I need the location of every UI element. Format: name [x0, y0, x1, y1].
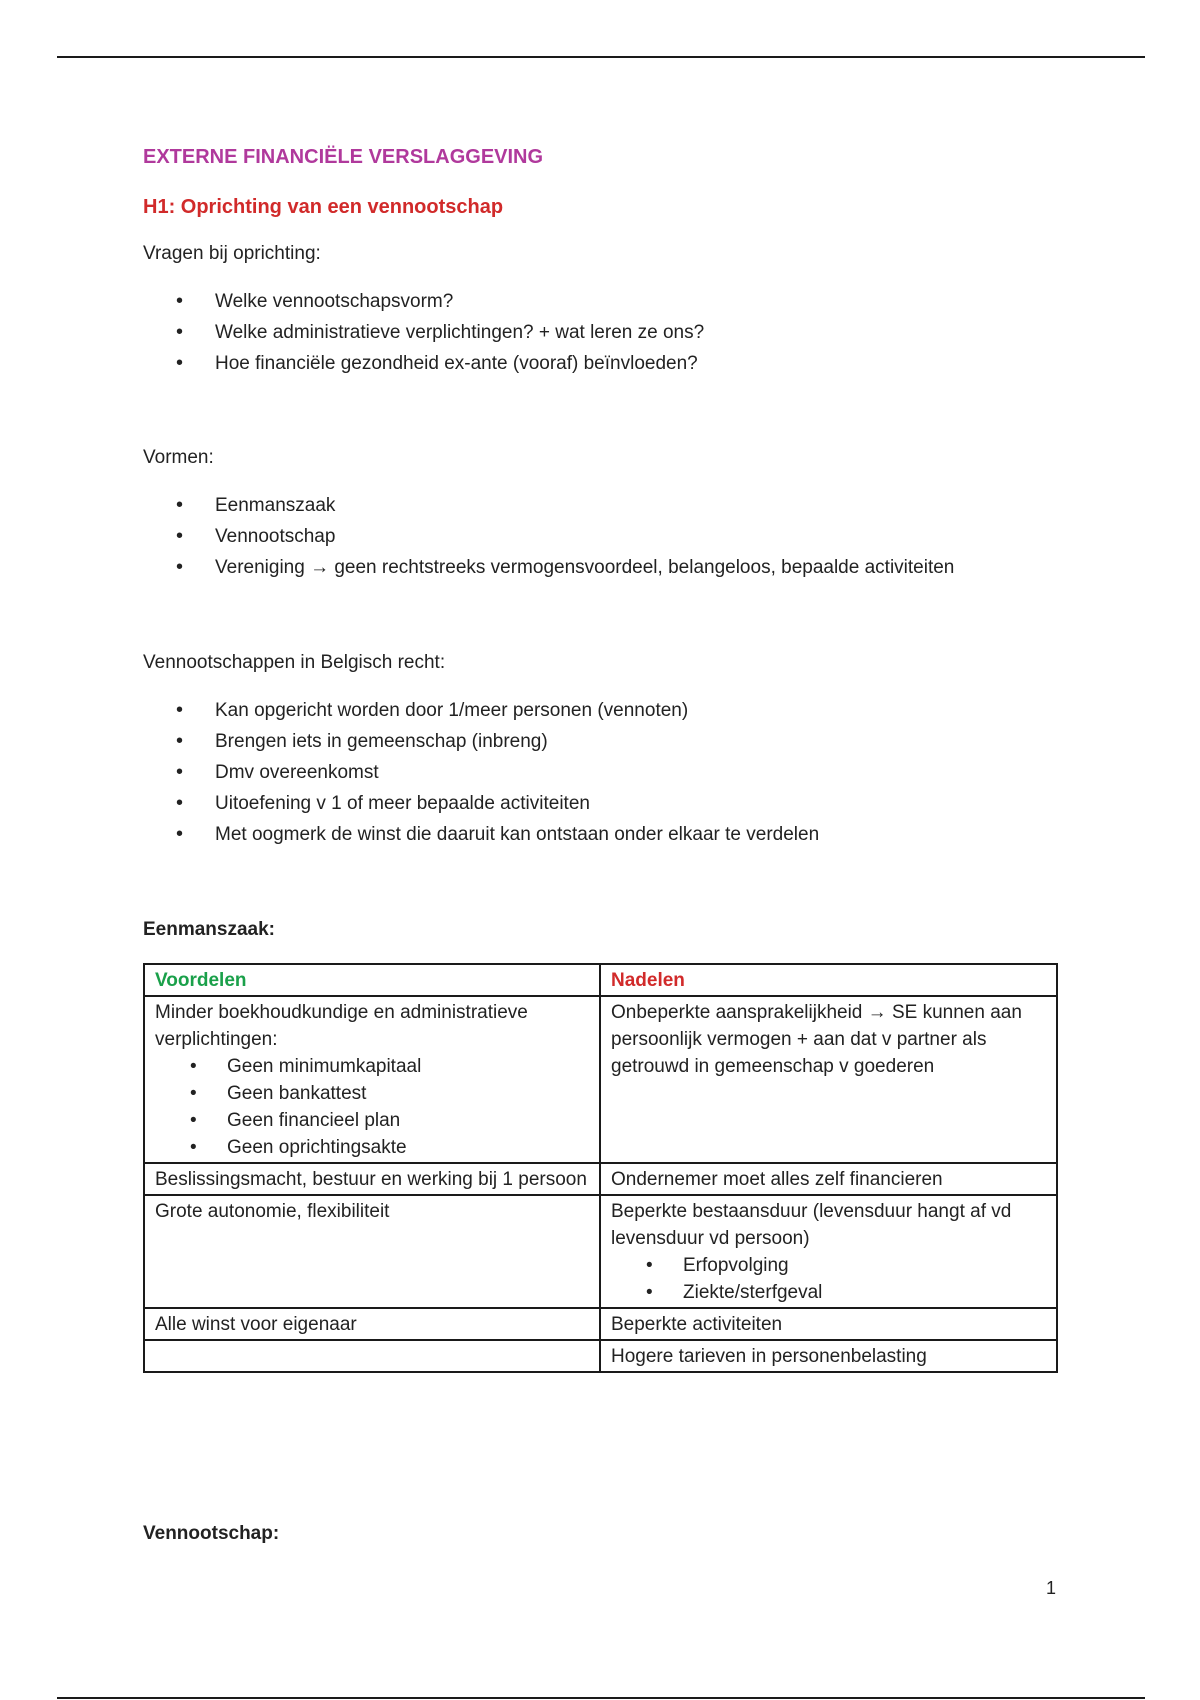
list-item: • Geen oprichtingsakte — [155, 1134, 590, 1161]
arrow-right-icon: → — [867, 1002, 887, 1023]
list-item — [143, 552, 954, 583]
forms-list — [143, 490, 954, 583]
arrow-right-icon: → — [310, 557, 330, 578]
pros-cons-table — [143, 963, 1058, 1373]
list-item: • Dmv overeenkomst — [143, 757, 819, 788]
table-row — [144, 996, 1057, 1163]
table-cell: Beperkte activiteiten — [600, 1308, 1057, 1340]
table-cell: Ondernemer moet alles zelf financieren — [600, 1163, 1057, 1195]
chapter-heading: H1: Oprichting van een vennootschap — [143, 196, 504, 218]
table-cell: Alle winst voor eigenaar — [144, 1308, 600, 1340]
list-item: • Geen minimumkapitaal — [155, 1053, 590, 1080]
list-item: • Brengen iets in gemeenschap (inbreng) — [143, 726, 819, 757]
table-row — [144, 1163, 1057, 1195]
list-item: • Geen bankattest — [155, 1080, 590, 1107]
list-item-text: Vereniging — [215, 557, 311, 578]
table-cell: Hogere tarieven in personenbelasting — [600, 1340, 1057, 1372]
forms-label: Vormen: — [143, 447, 214, 468]
cell-list — [155, 1053, 590, 1161]
table-row — [144, 1340, 1057, 1372]
list-item: • Ziekte/sterfgeval — [611, 1279, 1047, 1306]
list-item: • Hoe financiële gezondheid ex-ante (vooraf) beïnvloeden? — [143, 348, 704, 379]
cell-text: SE kunnen aan persoonlijk vermogen + aan dat v partner als getrouwd in gemeenschap v goederen — [611, 1002, 1022, 1077]
cell-list — [611, 1252, 1047, 1306]
list-item: • Met oogmerk de winst die daaruit kan ontstaan onder elkaar te verdelen — [143, 819, 819, 850]
cell-text: Onbeperkte aansprakelijkheid — [611, 1002, 868, 1023]
table-header-row — [144, 964, 1057, 996]
table-cell — [144, 996, 600, 1163]
list-item: • Welke administratieve verplichtingen? + wat leren ze ons? — [143, 317, 704, 348]
table-cell: Grote autonomie, flexibiliteit — [144, 1195, 600, 1308]
table-cell — [600, 1195, 1057, 1308]
list-item: • Vennootschap — [143, 521, 954, 552]
list-item: • Uitoefening v 1 of meer bepaalde activiteiten — [143, 788, 819, 819]
pros-header: Voordelen — [144, 964, 600, 996]
cons-header: Nadelen — [600, 964, 1057, 996]
table-cell: Beslissingsmacht, bestuur en werking bij 1 persoon — [144, 1163, 600, 1195]
sole-proprietorship-label: Eenmanszaak: — [143, 919, 276, 940]
list-item: • Eenmanszaak — [143, 490, 954, 521]
list-item: • Kan opgericht worden door 1/meer personen (vennoten) — [143, 695, 819, 726]
list-item: • Geen financieel plan — [155, 1107, 590, 1134]
cell-text: Minder boekhoudkundige en administratieve verplichtingen: — [155, 1002, 528, 1050]
belgian-law-label: Vennootschappen in Belgisch recht: — [143, 652, 446, 673]
list-item-text: geen rechtstreeks vermogensvoordeel, belangeloos, bepaalde activiteiten — [329, 557, 955, 578]
list-item: • Erfopvolging — [611, 1252, 1047, 1279]
top-rule — [57, 56, 1145, 58]
table-cell — [600, 996, 1057, 1163]
table-row — [144, 1308, 1057, 1340]
questions-label: Vragen bij oprichting: — [143, 243, 321, 264]
table-row — [144, 1195, 1057, 1308]
document-title: EXTERNE FINANCIËLE VERSLAGGEVING — [143, 146, 544, 168]
list-item: • Welke vennootschapsvorm? — [143, 286, 704, 317]
page-number: 1 — [1046, 1578, 1057, 1598]
table-cell — [144, 1340, 600, 1372]
questions-list — [143, 286, 704, 379]
company-label: Vennootschap: — [143, 1523, 280, 1544]
bottom-rule — [57, 1697, 1145, 1699]
belgian-law-list — [143, 695, 819, 850]
cell-text: Beperkte bestaansduur (levensduur hangt af vd levensduur vd persoon) — [611, 1201, 1012, 1249]
